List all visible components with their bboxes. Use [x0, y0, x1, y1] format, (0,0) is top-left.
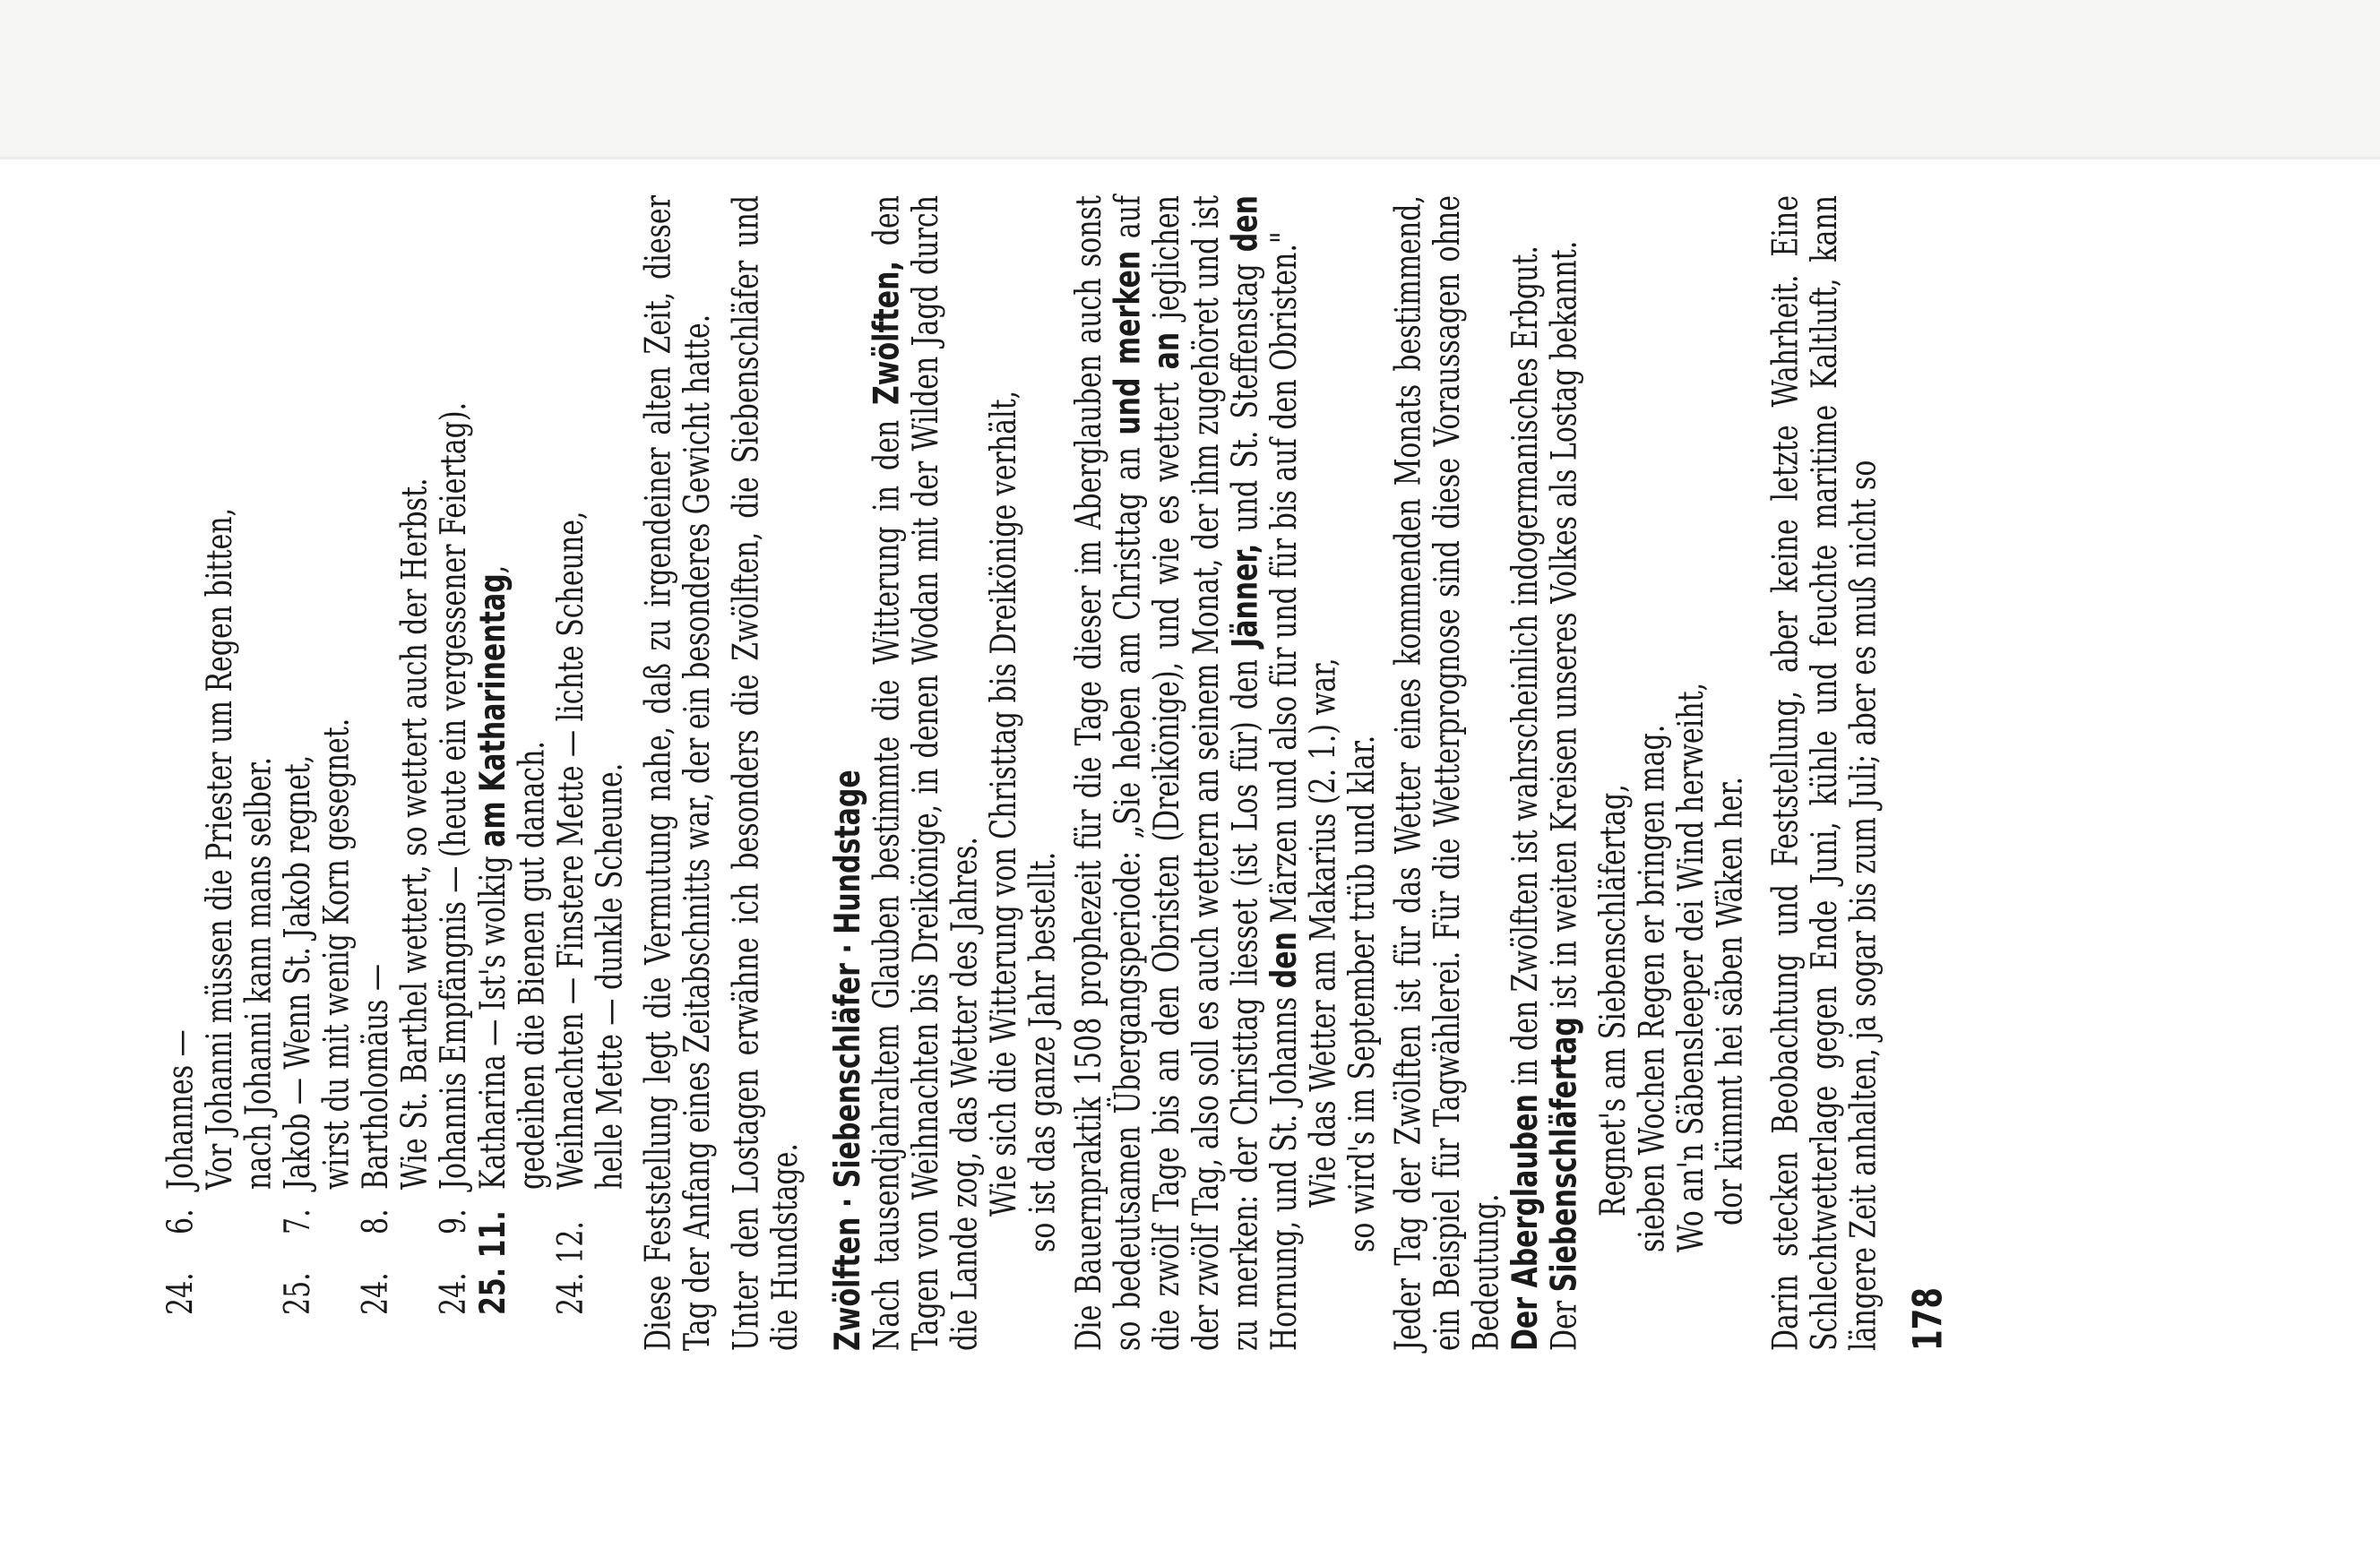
text-run-bold: Der Aberglauben: [1505, 1094, 1547, 1351]
entry-johannes: [161, 195, 201, 1351]
entry-line: nach Johanni kann mans selber.: [237, 756, 280, 1190]
entry-title: Bartholomäus —: [355, 964, 397, 1190]
entry-title-bold: am Katharinentag: [472, 573, 514, 847]
paragraph-feststellung: Diese Feststellung legt die Vermutung nahe, daß zu irgendeiner alten Zeit, dieser Tag der Anfang eines Zeitabschnitts war, der ein besonderes Gewicht hatte.: [637, 195, 719, 1351]
entry-date: 24.: [433, 1272, 475, 1315]
text-run-bold: Zwölften,: [866, 261, 908, 405]
paragraph-jeder-tag: Jeder Tag der Zwölften ist für das Wetter eines kommenden Monats bestimmend, ein Beispiel für Tagwählerei. Für die Wetterprognose sind diese Voraussagen ohne Bedeutung.: [1387, 195, 1508, 1351]
verse-line: Wo an'n Säbensleeper dei Wind herweiht,: [1670, 682, 1712, 1252]
entry-date: 25. 11.: [472, 1210, 514, 1315]
text-run: Hornung, und St. Johanns: [1263, 988, 1306, 1351]
verse-line: so ist das ganze Jahr bestellt.: [1022, 851, 1065, 1252]
entry-johannis-empfaengnis: [435, 195, 474, 1351]
entry-date: 25.: [277, 1272, 319, 1315]
entry-title: Weihnachten — Finstere Mette — lichte Scheune,: [550, 511, 592, 1190]
text-run: den Tagen von Weihnachten bis Dreikönige, in denen Wodan mit der Wilden Jagd durch die Lande zog, das Wetter des Jahres.: [866, 195, 987, 1351]
text-run: und St. Steffenstag: [1224, 252, 1266, 544]
paragraph-glauben: [867, 195, 985, 1351]
text-run: Märzen und also für und für bis auf den Obristen.": [1263, 231, 1306, 933]
entry-jakob: [279, 195, 318, 1351]
entry-title: Jakob — Wenn St. Jakob regnet,: [277, 754, 319, 1190]
text-run: auf die zwölf Tage bis an den Obristen (Dreikönige), und wie es wettert: [1108, 195, 1188, 1351]
verse-line: Wie sich die Witterung von Christtag bis Dreikönige verhält,: [983, 390, 1025, 1217]
text-run-bold: den: [1224, 195, 1266, 253]
book-page: [161, 195, 2380, 1351]
entry-katharina: [473, 195, 513, 1351]
paragraph-darin: Darin stecken Beobachtung und Feststellung, aber keine letzte Wahrheit. Eine Schlechtwetterlage gegen Ende Juni, kühle und feuchte maritime Kaltluft, kann längere Zeit anhalten, ja sogar bis zum Juli; aber es muß nicht so: [1764, 195, 1885, 1351]
text-run-bold: und merken: [1108, 250, 1150, 435]
entry-date: 24. 12.: [550, 1221, 592, 1315]
entry-month: 8.: [355, 1208, 397, 1234]
verse-line: Regnet's am Siebenschläfertag,: [1592, 784, 1634, 1217]
page-number: 178: [1904, 1287, 1953, 1351]
text-run-bold: Jänner,: [1224, 543, 1266, 648]
scan-top-margin: [0, 0, 2380, 157]
text-run: Nach tausendjahraltem Glauben bestimmte die Witterung in den: [866, 404, 908, 1351]
entry-weihnachten: [552, 195, 591, 1351]
entry-line: gedeihen die Bienen gut danach.: [511, 741, 553, 1190]
text-run-bold: Siebenschläfertag: [1544, 1017, 1586, 1293]
entry-month: 7.: [277, 1208, 319, 1234]
entry-month: 9.: [433, 1208, 475, 1234]
verse-line: so wird's im September trüb und klar.: [1341, 735, 1384, 1252]
verse-line: dor kümmt hei säben Wäken her.: [1709, 777, 1752, 1226]
entry-line: helle Mette — dunkle Scheune.: [589, 762, 632, 1190]
entry-date: 24.: [355, 1272, 397, 1315]
paragraph-lostage: Unter den Lostagen erwähne ich besonders die Zwölften, die Siebenschläfer und die Hundstage.: [725, 195, 806, 1351]
entry-bartholomaeus: [357, 195, 396, 1351]
entry-line: wirst du mit wenig Korn gesegnet.: [315, 718, 358, 1190]
text-run: ist in weiten Kreisen unseres Volkes als Lostag bekannt.: [1544, 240, 1586, 1018]
section-heading: Zwölften · Siebenschläfer · Hundstage: [827, 770, 869, 1351]
paragraph-siebenschlaefer: [1545, 195, 1584, 1351]
entry-line: Vor Johanni müssen die Priester um Regen bitten,: [199, 507, 241, 1190]
text-run: Die Bauernpraktik 1508 prophezeit für die Tage dieser im Aberglauben auch sonst so bedeutsamen Übergangsperiode: „Sie heben am Christtag an: [1068, 195, 1150, 1351]
entry-title: Johannes —: [160, 1029, 202, 1190]
text-run-bold: den: [1263, 932, 1306, 989]
verse-line: Wie das Wetter am Makarius (2. 1.) war,: [1302, 658, 1344, 1208]
paragraph-aberglauben: [1506, 195, 1546, 1351]
scan-fold-line: [0, 157, 2380, 159]
text-run-bold: an: [1146, 331, 1188, 370]
verse-line: sieben Wochen Regen er bringen mag.: [1631, 724, 1673, 1252]
page-text: [160, 194, 1953, 1351]
entry-line: Wie St. Barthel wettert, so wettert auch der Herbst.: [394, 477, 436, 1190]
text-run: Der: [1544, 1292, 1586, 1351]
text-run: jeglichen der zwölf Tag, also soll es auch wettern an seinem Monat, der ihm zugehöret und ist zu merken: der Christtag liesset (ist Los für) den: [1146, 194, 1266, 1351]
entry-title: Johannis Empfängnis — (heute ein vergessener Feiertag).: [433, 401, 475, 1190]
entry-date: 24.: [160, 1272, 202, 1315]
entry-month: 6.: [160, 1208, 202, 1234]
entry-title-end: ,: [472, 564, 514, 574]
text-run: in den Zwölften ist wahrscheinlich indogermanisches Erbgut.: [1505, 245, 1547, 1095]
paragraph-bauernpraktik: [1070, 195, 1304, 1351]
lostag-list: [161, 195, 630, 1351]
entry-title: Katharina — Ist's wolkig: [472, 847, 514, 1190]
